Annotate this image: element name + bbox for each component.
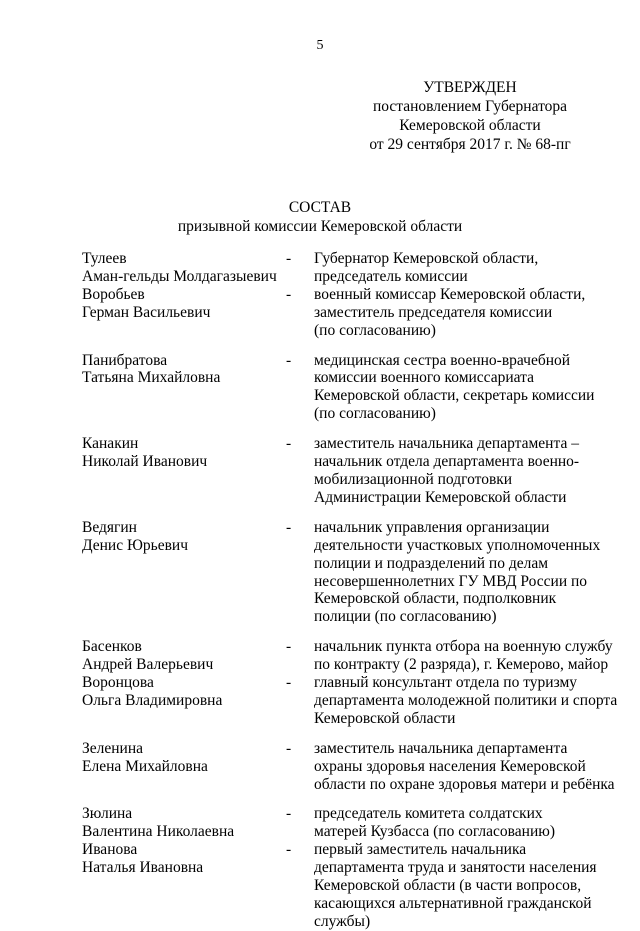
member-row	[82, 286, 612, 340]
member-dash: -	[286, 250, 292, 267]
member-position	[314, 286, 612, 340]
member-position-line: Кемеровской области, секретарь комиссии	[314, 387, 595, 405]
member-position	[314, 352, 612, 424]
member-position-line: председатель комитета солдатских	[314, 805, 543, 823]
member-position	[314, 250, 612, 286]
member-position-line: главный консультант отдела по туризму	[314, 674, 578, 692]
member-name-line: Зюлина	[82, 805, 133, 823]
member-name-line: Андрей Валерьевич	[82, 656, 214, 674]
member-position-line: полиции и подразделений по делам	[314, 554, 549, 572]
member-row	[82, 352, 612, 424]
member-dash: -	[286, 285, 292, 303]
member-name-line: Тулеев	[82, 250, 127, 267]
member-name-line: Татьяна Михайловна	[82, 369, 221, 387]
member-dash: -	[286, 638, 292, 656]
approval-line: Кемеровской области	[399, 117, 541, 134]
member-position-line: службы)	[314, 912, 371, 930]
member-name-line: Елена Михайловна	[82, 757, 208, 775]
member-row	[82, 250, 612, 286]
document-title	[0, 198, 640, 236]
member-name-line: Ольга Владимировна	[82, 691, 223, 709]
member-row	[82, 638, 612, 674]
member-row	[82, 739, 615, 794]
approval-heading: УТВЕРЖДЕН	[423, 79, 517, 96]
page-number: 5	[316, 38, 324, 53]
member-row	[82, 674, 618, 728]
member-name-line: Панибратова	[82, 351, 168, 369]
member-position-line: (по согласованию)	[314, 321, 436, 339]
member-dash: -	[286, 841, 292, 859]
member-position-line: Кемеровской области, подполковник	[314, 590, 557, 608]
member-position-line: (по согласованию)	[314, 405, 436, 423]
member-name-line: Зеленина	[82, 739, 144, 757]
member-position-line: деятельности участковых уполномоченных	[314, 536, 601, 554]
member-position-line: полиции (по согласованию)	[314, 608, 497, 626]
member-name	[82, 435, 286, 507]
member-name	[82, 740, 286, 794]
member-name-line: Басенков	[82, 638, 142, 656]
member-row	[82, 519, 612, 626]
member-dash: -	[286, 805, 292, 823]
member-name	[82, 805, 286, 841]
member-position-line: заместитель начальника департамента –	[314, 435, 579, 453]
member-row	[82, 435, 612, 507]
member-name	[82, 352, 286, 424]
member-position-line: Кемеровской области	[314, 709, 456, 727]
member-dash: -	[286, 351, 292, 369]
member-position-line: Кемеровской области (в части вопросов,	[314, 877, 582, 895]
approval-line: от 29 сентября 2017 г. № 68-пг	[369, 136, 571, 153]
member-position-line: мобилизационной подготовки	[314, 470, 513, 488]
approval-line: постановлением Губернатора	[372, 98, 568, 115]
member-name-line: Николай Иванович	[82, 453, 208, 471]
member-position-line: комиссии военного комиссариата	[314, 369, 534, 387]
member-position	[314, 740, 615, 794]
member-name	[82, 286, 286, 340]
member-position-line: несовершеннолетних ГУ МВД России по	[314, 572, 588, 590]
member-position	[314, 805, 612, 841]
member-dash: -	[286, 518, 292, 536]
member-position-line: Администрации Кемеровской области	[314, 488, 567, 506]
members-list	[82, 250, 618, 931]
member-position-line: департамента труда и занятости населения	[314, 859, 597, 877]
member-position-line: Губернатор Кемеровской области,	[314, 250, 539, 267]
member-name	[82, 250, 286, 286]
member-position-line: матерей Кузбасса (по согласованию)	[314, 823, 555, 841]
member-position-line: медицинская сестра военно-врачебной	[314, 351, 571, 369]
approval-block	[340, 78, 600, 154]
member-name-line: Наталья Ивановна	[82, 859, 204, 877]
member-position	[314, 674, 617, 728]
member-position-line: начальник отдела департамента военно-	[314, 453, 580, 471]
member-name-line: Денис Юрьевич	[82, 536, 189, 554]
member-dash: -	[286, 435, 292, 453]
member-position	[314, 519, 612, 626]
member-name-line: Канакин	[82, 435, 139, 453]
member-name-line: Воробьев	[82, 285, 145, 303]
member-position-line: заместитель начальника департамента	[314, 739, 568, 757]
member-position-line: председатель комиссии	[314, 267, 468, 285]
member-position	[314, 638, 613, 674]
member-position-line: начальник управления организации	[314, 518, 550, 536]
member-name-line: Иванова	[82, 841, 138, 859]
member-name-line: Герман Васильевич	[82, 303, 211, 321]
member-position-line: первый заместитель начальника	[314, 841, 527, 859]
member-name-line: Ведягин	[82, 518, 137, 536]
member-dash: -	[286, 674, 292, 692]
member-name-line: Аман-гельды Молдагазыевич	[82, 267, 277, 285]
member-row	[82, 841, 612, 931]
member-position-line: по контракту (2 разряда), г. Кемерово, майор	[314, 656, 609, 674]
member-position-line: области по охране здоровья матери и ребёнка	[314, 775, 615, 793]
title-heading: СОСТАВ	[288, 199, 352, 216]
title-subheading: призывной комиссии Кемеровской области	[177, 218, 463, 235]
member-position-line: касающихся альтернативной гражданской	[314, 895, 592, 912]
member-row	[82, 805, 612, 841]
member-dash: -	[286, 739, 292, 757]
member-position-line: заместитель председателя комиссии	[314, 303, 553, 321]
member-name-line: Воронцова	[82, 674, 154, 692]
member-position-line: департамента молодежной политики и спорта	[314, 691, 618, 709]
member-position	[314, 435, 612, 507]
member-position-line: военный комиссар Кемеровской области,	[314, 285, 586, 303]
member-position-line: охраны здоровья населения Кемеровской	[314, 757, 586, 775]
member-name	[82, 674, 286, 728]
member-name	[82, 841, 286, 931]
member-name	[82, 519, 286, 626]
member-name-line: Валентина Николаевна	[82, 823, 235, 841]
member-position	[314, 841, 612, 931]
member-name	[82, 638, 286, 674]
member-position-line: начальник пункта отбора на военную службу	[314, 638, 613, 656]
